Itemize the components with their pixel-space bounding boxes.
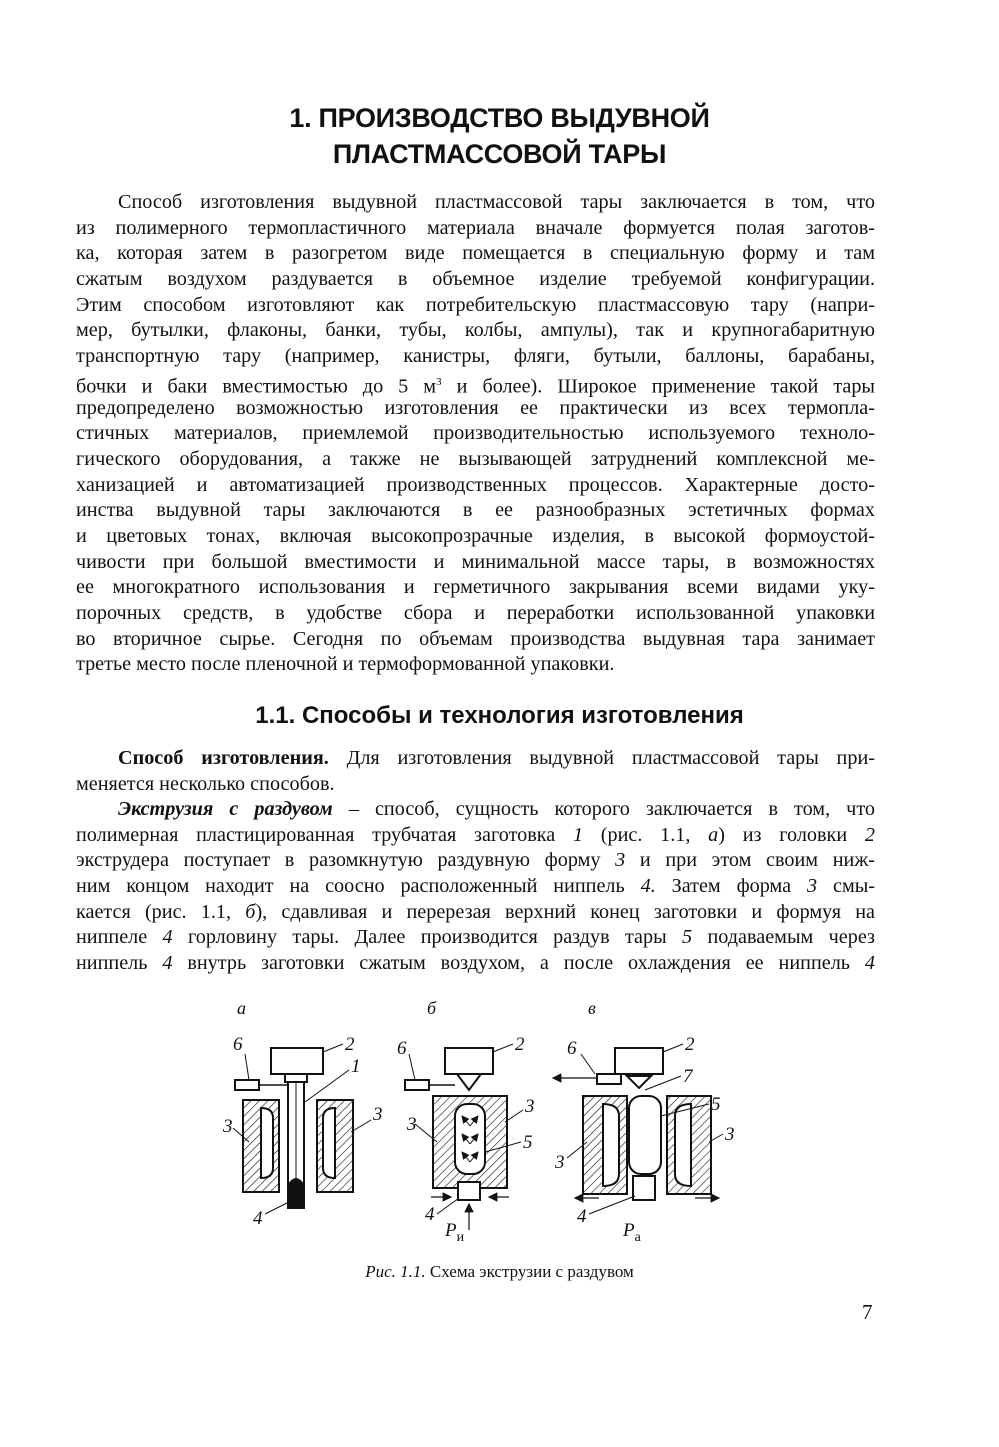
text-line: инства выдувной тары заключаются в ее разнообразных эстетичных формах — [76, 499, 875, 522]
label-2: 2 — [685, 1034, 695, 1055]
text-run: ниппель — [76, 952, 163, 975]
text-run: ниппеле — [76, 926, 163, 949]
text-line: меняется несколько способов. — [76, 772, 335, 795]
text-run: ), сдавливая и перерезая верхний конец заготовки и формуя на — [255, 900, 875, 923]
label-4: 4 — [425, 1204, 435, 1225]
label-3: 3 — [525, 1096, 535, 1117]
text-line — [76, 823, 875, 849]
extrusion-schematic — [215, 992, 755, 1252]
extruder-head — [271, 1048, 323, 1074]
text-line — [76, 874, 875, 900]
leader-line — [581, 1054, 595, 1074]
page-number: 7 — [862, 1300, 873, 1324]
extrusion-term: Экструзия с раздувом — [118, 798, 333, 820]
text-line: предопределено возможностью изготовления ее практически из всех термопла- — [76, 396, 875, 419]
text-line-volume — [76, 370, 875, 396]
text-run: и при этом своим ниж- — [625, 849, 875, 872]
text-line: ее многократного использования и герметичного закрывания всеми видами уку- — [76, 576, 875, 599]
text-run: кается (рис. 1.1, — [76, 900, 246, 923]
text-run: ним концом находит на соосно расположенный ниппель — [76, 875, 641, 898]
pressure-symbol: P — [445, 1220, 457, 1241]
text-line: транспортную тару (например, канистры, фляги, бутыли, баллоны, барабаны, — [76, 345, 875, 368]
text-run: подаваемым через — [692, 926, 876, 949]
label-5: 5 — [711, 1094, 721, 1115]
label-4: 4 — [577, 1206, 587, 1227]
mold-cavity-right — [323, 1108, 335, 1178]
label-5: 5 — [523, 1132, 533, 1153]
ref-number: 3 — [807, 875, 818, 898]
blown-container — [455, 1104, 485, 1174]
cutter-knife — [597, 1074, 621, 1084]
ref-number: 4 — [162, 952, 173, 975]
nipple — [633, 1176, 655, 1200]
text-line — [76, 951, 875, 977]
leader-line — [437, 1198, 459, 1214]
caption-text: Схема экструзии с раздувом — [425, 1262, 634, 1281]
label-4: 4 — [253, 1208, 263, 1229]
panel-label-c: в — [588, 998, 596, 1018]
leader-line — [323, 1044, 343, 1052]
nipple — [458, 1182, 480, 1200]
ref-number: 5 — [682, 926, 693, 949]
extrusion-figure — [215, 992, 755, 1252]
extruder-head — [615, 1048, 663, 1074]
text-run: смы- — [817, 875, 875, 898]
panel-a — [222, 998, 383, 1229]
leader-line — [645, 1076, 681, 1090]
text-line: стичных материалов, приемлемой производительностью используемого техноло- — [76, 422, 875, 445]
leader-line — [265, 1202, 289, 1214]
ref-letter: б — [245, 900, 256, 923]
text-line: во вторичное сырье. Сегодня по объемам производства выдувная тара занимает — [76, 627, 875, 650]
leader-line — [409, 1054, 415, 1080]
cutter-knife — [405, 1080, 429, 1090]
text-line: Этим способом изготовляют как потребительскую пластмассовую тару (напри- — [76, 293, 875, 316]
leader-line — [493, 1044, 513, 1052]
text-run: Затем форма — [655, 875, 808, 898]
label-6: 6 — [567, 1038, 577, 1059]
label-3: 3 — [407, 1114, 417, 1135]
text-line: и цветовых тонах, включая высокопрозрачные изделия, в высокой формоустой- — [76, 524, 875, 547]
label-2: 2 — [515, 1034, 525, 1055]
ref-letter: а — [708, 823, 719, 846]
mold-cavity-right — [675, 1104, 691, 1186]
label-6: 6 — [233, 1034, 243, 1055]
text-run: полимерная пластицированная трубчатая заготовка — [76, 823, 573, 846]
chapter-title-line-1: 1. ПРОИЗВОДСТВО ВЫДУВНОЙ — [289, 103, 710, 133]
figure-caption — [0, 1262, 999, 1282]
text-line: из полимерного термопластичного материала вначале формуется полая заготов- — [76, 216, 875, 239]
pressure-symbol: P — [623, 1220, 635, 1241]
text-line — [76, 797, 875, 823]
pressure-subscript: а — [634, 1230, 641, 1245]
mold-cavity-left — [261, 1108, 273, 1178]
panel-c — [553, 998, 735, 1245]
text-line: ка, которая затем в разогретом виде помещается в специальную форму и там — [76, 242, 875, 265]
volume-text-after: и более). Широкое применение такой тары — [441, 375, 875, 398]
intro-paragraph — [76, 190, 875, 678]
extruder-head — [445, 1048, 493, 1074]
pressure-subscript: и — [456, 1230, 465, 1245]
text-run: (рис. 1.1, — [583, 823, 709, 846]
panel-label-a: а — [237, 998, 246, 1018]
text-line: порочных средств, в удобстве сбора и переработки использованной упаковки — [76, 602, 875, 624]
ref-number: 3 — [615, 849, 626, 872]
text-line: третье место после пленочной и термоформованной упаковки. — [76, 653, 615, 676]
leader-line — [589, 1196, 635, 1214]
pressure-label — [444, 1220, 465, 1245]
head-nozzle — [285, 1074, 307, 1082]
method-lead: Способ изготовления. — [118, 747, 329, 769]
text-line — [76, 746, 875, 772]
text-run: внутрь заготовки сжатым воздухом, а после охлаждения ее ниппель — [172, 952, 865, 975]
leader-line — [245, 1054, 249, 1080]
text-line: ханизацией и автоматизацией производственных процессов. Характерные досто- — [76, 473, 875, 496]
panel-b — [397, 998, 535, 1245]
label-2: 2 — [345, 1034, 355, 1055]
text-line: сжатым воздухом раздувается в объемное изделие требуемой конфигурации. — [76, 268, 875, 291]
label-1: 1 — [351, 1056, 361, 1077]
label-6: 6 — [397, 1038, 407, 1059]
head-cone — [627, 1076, 651, 1088]
text-line: чивости при большой вместимости и минимальной массе тары, в возможностях — [76, 550, 875, 573]
cubic-superscript: 3 — [436, 375, 442, 388]
nipple — [288, 1178, 304, 1208]
text-run: ) из головки — [718, 823, 865, 846]
text-run: – способ, сущность которого заключается в том, что — [332, 798, 875, 820]
chapter-title — [0, 100, 999, 172]
text-run: горловину тары. Далее производится раздув тары — [172, 926, 683, 949]
mold-cavity-left — [603, 1104, 619, 1186]
head-cone — [457, 1074, 481, 1090]
method-paragraph — [76, 746, 875, 797]
ref-number: 2 — [864, 823, 875, 846]
text-line: Способ изготовления выдувной пластмассовой тары заключается в том, что — [118, 191, 875, 213]
pressure-label — [622, 1220, 642, 1245]
text-run: экструдера поступает в разомкнутую раздувную форму — [76, 849, 616, 872]
label-3: 3 — [725, 1124, 735, 1145]
ref-number: 4 — [162, 926, 173, 949]
ref-number: 4 — [864, 952, 875, 975]
text-line: мер, бутылки, флаконы, банки, тубы, колбы, ампулы), так и крупногабаритную — [76, 319, 875, 342]
section-title: 1.1. Способы и технология изготовления — [255, 702, 744, 729]
label-7: 7 — [683, 1066, 693, 1087]
ref-number: 1 — [572, 823, 584, 846]
label-3: 3 — [555, 1152, 565, 1173]
text-line — [76, 848, 875, 874]
label-3: 3 — [373, 1104, 383, 1125]
caption-label: Рис. 1.1. — [365, 1262, 426, 1281]
finished-container — [629, 1096, 661, 1174]
leader-line — [663, 1044, 683, 1052]
label-3: 3 — [223, 1116, 233, 1137]
extrusion-paragraph — [76, 797, 875, 977]
ref-number: 4. — [640, 875, 656, 898]
chapter-title-line-2: ПЛАСТМАССОВОЙ ТАРЫ — [332, 139, 667, 169]
method-lead-rest: Для изготовления выдувной пластмассовой тары при- — [328, 747, 875, 769]
panel-label-b: б — [427, 998, 437, 1018]
text-line: гического оборудования, а также не вызывающей затруднений комплексной ме- — [76, 447, 875, 470]
text-line — [76, 925, 875, 951]
text-line — [76, 900, 875, 926]
volume-text-before: бочки и баки вместимостью до 5 м — [76, 375, 437, 398]
cutter-knife — [235, 1080, 259, 1090]
